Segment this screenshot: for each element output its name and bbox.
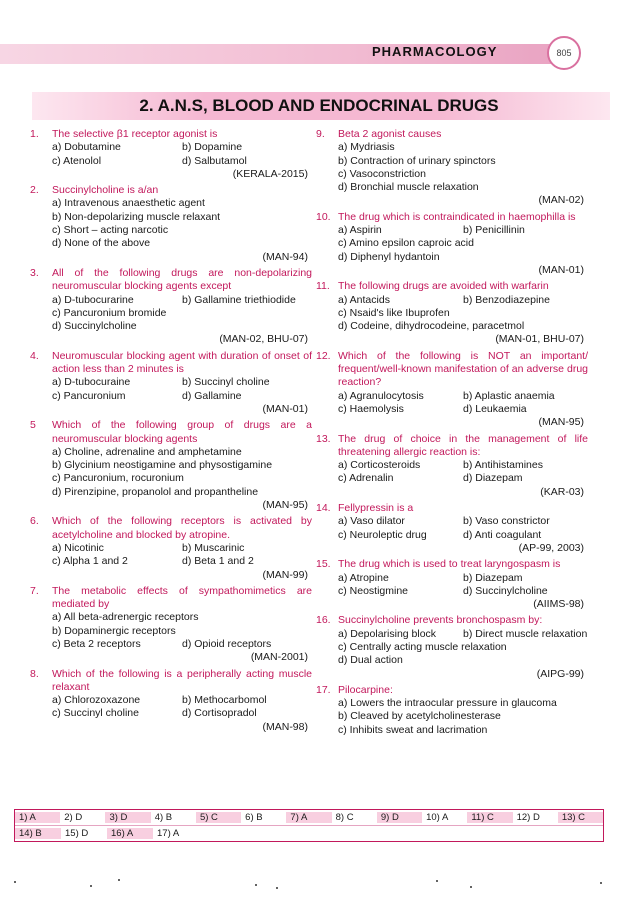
exam-reference: (AIPG-99) [536, 667, 584, 680]
option-text: c) Neuroleptic drug [338, 528, 427, 541]
option-row [338, 168, 588, 181]
question-options [316, 628, 588, 668]
question-text: Succinylcholine is a/an [52, 184, 159, 197]
option-text: c) Atenolol [52, 154, 102, 167]
option-row [338, 155, 588, 168]
answer-cell: 17) A [157, 828, 180, 839]
question-options [30, 611, 312, 651]
option-row [52, 625, 312, 638]
chapter-title: 2. A.N.S, BLOOD AND ENDOCRINAL DRUGS [139, 96, 499, 115]
answer-cell: 3) D [105, 812, 150, 823]
answer-cell: 12) D [516, 812, 540, 823]
question-item [30, 128, 312, 181]
question-item [316, 211, 588, 277]
exam-reference: (KAR-03) [540, 485, 584, 498]
option-row [52, 155, 312, 168]
option-text: b) Antihistamines [463, 459, 543, 472]
question-item [316, 433, 588, 499]
option-text: a) Dobutamine [52, 141, 121, 154]
question-number: 6. [30, 515, 39, 528]
option-text: d) Opioid receptors [182, 637, 272, 650]
option-text: b) Cleaved by acetylcholinesterase [338, 710, 501, 723]
question-number: 4. [30, 349, 39, 362]
exam-reference: (AP-99, 2003) [518, 541, 584, 554]
option-text: a) Antacids [338, 293, 390, 306]
option-text: c) Succinyl choline [52, 707, 139, 720]
option-text: c) Pancuronium [52, 389, 126, 402]
option-text: a) Nicotinic [52, 541, 104, 554]
option-text: b) Non-depolarizing muscle relaxant [52, 210, 221, 223]
option-text: d) Succinylcholine [52, 320, 137, 333]
answer-cell: 7) A [286, 812, 331, 823]
option-text: c) Amino epsilon caproic acid [338, 237, 474, 250]
exam-reference: (MAN-94) [262, 250, 308, 263]
option-row [338, 307, 588, 320]
question-head [316, 350, 588, 390]
question-head [316, 211, 588, 224]
option-row [52, 542, 312, 555]
option-row [52, 390, 312, 403]
option-text: d) None of the above [52, 237, 151, 250]
answer-cell: 10) A [426, 812, 449, 823]
option-row [52, 638, 312, 651]
option-row [338, 710, 588, 723]
option-text: a) Chlorozoxazone [52, 694, 141, 707]
question-head [316, 433, 588, 460]
option-row [338, 320, 588, 333]
exam-reference: (MAN-2001) [250, 651, 308, 664]
exam-reference: (MAN-01) [538, 263, 584, 276]
option-text: a) Agranulocytosis [338, 389, 424, 402]
question-head [316, 128, 588, 141]
option-text: d) Cortisopradol [182, 707, 257, 720]
option-text: d) Diazepam [463, 472, 523, 485]
question-item [316, 350, 588, 430]
exam-reference: (MAN-98) [262, 720, 308, 733]
option-row [52, 555, 312, 568]
option-text: d) Pirenzipine, propanolol and propantheline [52, 485, 259, 498]
question-number: 8. [30, 667, 39, 680]
option-text: a) Mydriasis [338, 141, 395, 154]
option-row [338, 224, 588, 237]
question-head [30, 184, 312, 197]
option-row [338, 390, 588, 403]
question-text: Which of the following is a peripherally acting muscle relaxant [52, 667, 312, 693]
option-text: b) Gallamine triethiodide [182, 293, 296, 306]
option-text: c) Beta 2 receptors [52, 637, 141, 650]
option-text: a) Lowers the intraocular pressure in glaucoma [338, 697, 557, 710]
answer-row [15, 825, 603, 841]
exam-reference: (MAN-02, BHU-07) [219, 333, 308, 346]
question-number: 10. [316, 210, 331, 223]
question-text: The drug of choice in the management of life threatening allergic reaction is: [338, 432, 588, 458]
option-text: b) Vaso constrictor [463, 515, 550, 528]
option-text: c) Adrenalin [338, 472, 394, 485]
option-row [52, 472, 312, 485]
answer-cell: 8) C [335, 812, 354, 823]
option-text: d) Succinylcholine [463, 584, 548, 597]
option-row [52, 376, 312, 389]
option-text: b) Methocarbomol [182, 694, 267, 707]
page-number-badge: 805 [547, 36, 581, 70]
option-row [338, 515, 588, 528]
option-row [338, 403, 588, 416]
option-row [338, 641, 588, 654]
option-text: a) Aspirin [338, 224, 382, 237]
question-item [30, 184, 312, 264]
option-text: c) Alpha 1 and 2 [52, 555, 128, 568]
question-options [316, 515, 588, 542]
option-text: d) Beta 1 and 2 [182, 555, 254, 568]
question-text: The drug which is used to treat laryngospasm is [338, 558, 561, 571]
question-text: Which of the following group of drugs are a neuromuscular blocking agents [52, 419, 312, 445]
option-text: c) Haemolysis [338, 402, 404, 415]
question-item [316, 280, 588, 346]
question-head [316, 502, 588, 515]
option-row [338, 585, 588, 598]
question-options [30, 694, 312, 721]
question-options [316, 459, 588, 486]
question-options [30, 542, 312, 569]
question-text: Neuromuscular blocking agent with duration of onset of action less than 2 minutes is [52, 349, 312, 376]
option-text: a) Corticosteroids [338, 459, 421, 472]
question-item [30, 350, 312, 416]
question-item [30, 515, 312, 581]
exam-reference: (MAN-99) [262, 568, 308, 581]
option-text: c) Vasoconstriction [338, 167, 426, 180]
question-head [316, 280, 588, 293]
option-text: d) Salbutamol [182, 154, 247, 167]
option-text: b) Benzodiazepine [463, 293, 550, 306]
answer-cell: 11) C [467, 812, 512, 823]
option-text: d) Dual action [338, 654, 403, 667]
option-text: a) All beta-adrenergic receptors [52, 611, 199, 624]
question-head [30, 350, 312, 377]
question-number: 11. [316, 280, 330, 293]
question-item [316, 684, 588, 737]
question-text: All of the following drugs are non-depolarizing neuromuscular blocking agents except [52, 266, 312, 293]
option-text: b) Dopamine [182, 141, 243, 154]
option-text: c) Nsaid's like Ibuprofen [338, 306, 450, 319]
question-number: 12. [316, 349, 331, 362]
option-row [52, 707, 312, 720]
question-options [30, 376, 312, 403]
option-text: a) Depolarising block [338, 627, 437, 640]
option-text: d) Codeine, dihydrocodeine, paracetmol [338, 320, 525, 333]
option-text: d) Anti coagulant [463, 528, 542, 541]
option-text: d) Gallamine [182, 389, 242, 402]
question-options [316, 697, 588, 737]
option-text: b) Glycinium neostigamine and physostigamine [52, 459, 273, 472]
option-row [52, 307, 312, 320]
option-text: b) Penicillinin [463, 224, 525, 237]
answer-cell: 9) D [377, 812, 422, 823]
option-text: a) Vaso dilator [338, 515, 405, 528]
question-options [30, 446, 312, 499]
option-text: c) Pancuronium bromide [52, 306, 167, 319]
question-head [316, 558, 588, 571]
option-text: c) Centrally acting muscle relaxation [338, 640, 507, 653]
option-row [52, 446, 312, 459]
option-row [338, 294, 588, 307]
option-text: a) D-tubocurarine [52, 293, 134, 306]
question-head [30, 128, 312, 141]
option-text: a) Choline, adrenaline and amphetamine [52, 445, 242, 458]
question-item [316, 614, 588, 680]
question-head [316, 614, 588, 627]
question-item [30, 267, 312, 347]
question-head [30, 267, 312, 294]
question-options [316, 224, 588, 264]
option-row [338, 181, 588, 194]
answer-cell: 4) B [154, 812, 173, 823]
option-text: c) Neostigmine [338, 584, 409, 597]
question-options [316, 572, 588, 599]
question-item [316, 558, 588, 611]
option-row [52, 459, 312, 472]
question-item [30, 419, 312, 512]
question-number: 7. [30, 584, 39, 597]
answer-cell: 14) B [15, 828, 61, 839]
option-text: a) Intravenous anaesthetic agent [52, 197, 205, 210]
option-row [338, 472, 588, 485]
exam-reference: (MAN-95) [262, 499, 308, 512]
answer-key-table [14, 809, 604, 842]
exam-reference: (MAN-01, BHU-07) [495, 333, 584, 346]
option-text: b) Succinyl choline [182, 376, 270, 389]
answer-cell: 13) C [558, 812, 603, 823]
option-text: b) Muscarinic [182, 541, 245, 554]
answer-row [15, 810, 603, 825]
question-text: The following drugs are avoided with warfarin [338, 280, 549, 293]
question-number: 9. [316, 128, 325, 140]
exam-reference: (MAN-95) [538, 416, 584, 429]
option-text: b) Contraction of urinary spinctors [338, 154, 496, 167]
option-row [338, 459, 588, 472]
option-row [338, 529, 588, 542]
question-item [316, 128, 588, 208]
question-number: 16. [316, 614, 331, 627]
question-item [316, 502, 588, 555]
option-text: d) Bronchial muscle relaxation [338, 181, 479, 194]
question-options [30, 197, 312, 250]
option-text: c) Inhibits sweat and lacrimation [338, 723, 488, 736]
option-text: c) Short – acting narcotic [52, 224, 169, 237]
question-head [316, 684, 588, 697]
option-row [52, 320, 312, 333]
option-text: d) Diphenyl hydantoin [338, 250, 440, 263]
question-text: Succinylcholine prevents bronchospasm by: [338, 614, 543, 627]
question-options [30, 294, 312, 334]
question-text: Which of the following is NOT an important/ frequent/well-known manifestation of an adverse drug reaction? [338, 349, 588, 389]
right-question-column [316, 128, 588, 740]
option-row [52, 486, 312, 499]
option-text: a) D-tubocuraine [52, 376, 131, 389]
question-number: 15. [316, 558, 331, 571]
option-row [338, 141, 588, 154]
question-item [30, 585, 312, 665]
option-row [52, 294, 312, 307]
question-options [316, 294, 588, 334]
exam-reference: (MAN-01) [262, 402, 308, 415]
question-number: 14. [316, 502, 331, 515]
exam-reference: (AIIMS-98) [533, 598, 584, 611]
answer-cell: 1) A [15, 812, 60, 823]
option-row [52, 224, 312, 237]
question-number: 17. [316, 683, 331, 696]
option-text: c) Pancuronium, rocuronium [52, 472, 184, 485]
option-text: b) Direct muscle relaxation [463, 627, 588, 640]
option-row [338, 628, 588, 641]
option-row [338, 724, 588, 737]
option-row [338, 572, 588, 585]
option-text: d) Leukaemia [463, 402, 527, 415]
option-row [52, 694, 312, 707]
question-text: Fellypressin is a [338, 502, 414, 515]
option-row [338, 654, 588, 667]
exam-reference: (KERALA-2015) [232, 167, 308, 180]
answer-cell: 5) C [196, 812, 241, 823]
answer-cell: 2) D [64, 812, 83, 823]
question-head [30, 515, 312, 542]
question-text: Pilocarpine: [338, 683, 393, 696]
option-row [52, 141, 312, 154]
question-text: Beta 2 agonist causes [338, 128, 442, 140]
question-text: Which of the following receptors is activated by acetylcholine and blocked by atropine. [52, 515, 312, 541]
question-text: The metabolic effects of sympathomimetics are mediated by [52, 584, 312, 611]
left-question-column [30, 128, 312, 737]
question-number: 1. [30, 128, 39, 140]
question-head [30, 668, 312, 695]
option-text: b) Diazepam [463, 571, 523, 584]
option-text: a) Atropine [338, 571, 389, 584]
option-row [338, 697, 588, 710]
option-text: b) Aplastic anaemia [463, 389, 555, 402]
question-text: The selective β1 receptor agonist is [52, 128, 218, 140]
question-head [30, 419, 312, 446]
question-number: 5 [30, 419, 36, 432]
question-number: 3. [30, 266, 39, 279]
option-row [52, 237, 312, 250]
exam-reference: (MAN-02) [538, 194, 584, 207]
option-text: b) Dopaminergic receptors [52, 624, 176, 637]
question-options [316, 390, 588, 417]
question-number: 2. [30, 184, 39, 197]
question-number: 13. [316, 432, 331, 445]
scan-specks [0, 875, 638, 895]
answer-cell: 16) A [107, 828, 153, 839]
question-text: The drug which is contraindicated in haemophilla is [338, 210, 576, 223]
question-options [30, 141, 312, 168]
question-head [30, 585, 312, 612]
option-row [338, 237, 588, 250]
option-row [338, 251, 588, 264]
option-row [52, 211, 312, 224]
option-row [52, 197, 312, 210]
answer-cell: 6) B [245, 812, 263, 823]
option-row [52, 611, 312, 624]
answer-cell: 15) D [65, 828, 89, 839]
question-options [316, 141, 588, 194]
subject-title: PHARMACOLOGY [372, 44, 498, 59]
question-item [30, 668, 312, 734]
